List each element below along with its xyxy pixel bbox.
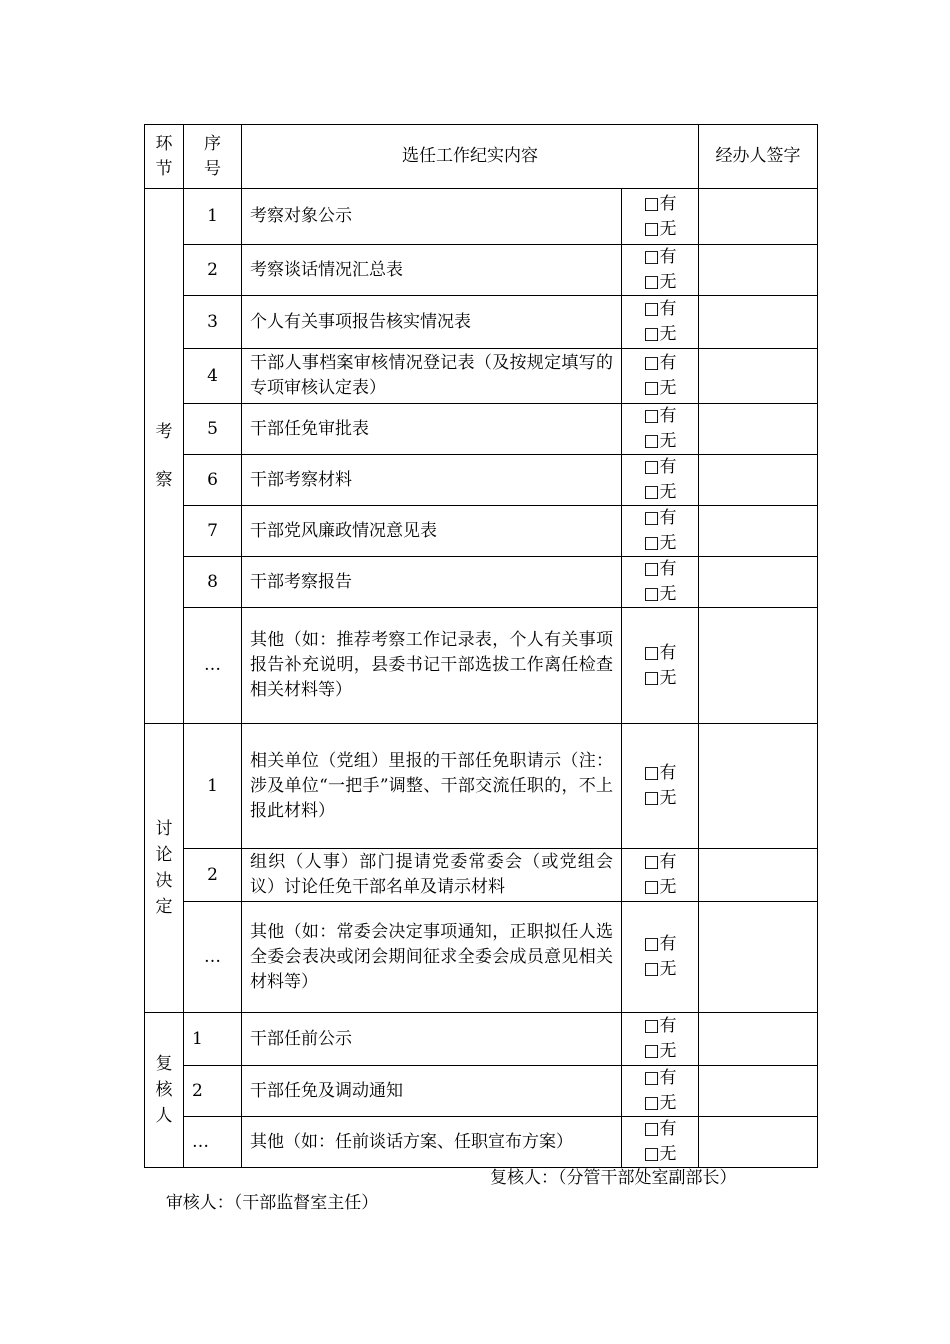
checkbox-yes[interactable]: □有	[643, 457, 677, 477]
footer-rechecker: 复核人：（分管干部处室副部长）	[490, 1168, 737, 1188]
checkbox-no[interactable]: □无	[643, 788, 677, 808]
checkbox-no[interactable]: □无	[643, 378, 677, 398]
stage-cell	[145, 189, 184, 724]
checkbox-cell	[622, 404, 699, 455]
checkbox-no[interactable]: □无	[643, 533, 677, 553]
row-number: 5	[184, 404, 242, 455]
signature-cell[interactable]	[699, 724, 818, 849]
header-row	[145, 125, 818, 189]
stage-char: 人	[155, 1106, 173, 1126]
checkbox-no[interactable]: □无	[643, 272, 677, 292]
table-row	[145, 1013, 818, 1066]
table-row	[145, 455, 818, 506]
row-content: 考察对象公示	[242, 189, 622, 245]
table-row	[145, 1117, 818, 1168]
header-stage	[145, 125, 184, 189]
checkbox-yes[interactable]: □有	[643, 1016, 677, 1036]
row-content: 其他（如：推荐考察工作记录表，个人有关事项报告补充说明，县委书记干部选拔工作离任检查相关材料等）	[242, 608, 622, 724]
table-row	[145, 902, 818, 1013]
row-content: 干部任免及调动通知	[242, 1066, 622, 1117]
signature-cell[interactable]	[699, 1013, 818, 1066]
table-row	[145, 189, 818, 245]
signature-cell[interactable]	[699, 506, 818, 557]
table-row	[145, 724, 818, 849]
checkbox-yes[interactable]: □有	[643, 247, 677, 267]
checkbox-yes[interactable]: □有	[643, 193, 677, 214]
row-number: 7	[184, 506, 242, 557]
row-content: 干部党风廉政情况意见表	[242, 506, 622, 557]
row-content: 干部人事档案审核情况登记表（及按规定填写的专项审核认定表）	[242, 349, 622, 404]
signature-cell[interactable]	[699, 1066, 818, 1117]
header-seq-char: 号	[204, 158, 221, 179]
checkbox-cell	[622, 189, 699, 245]
signature-cell[interactable]	[699, 455, 818, 506]
checkbox-no[interactable]: □无	[643, 1144, 677, 1164]
checkbox-yes[interactable]: □有	[643, 508, 677, 528]
checkbox-cell	[622, 557, 699, 608]
row-content: 干部任前公示	[242, 1013, 622, 1066]
checkbox-no[interactable]: □无	[643, 877, 677, 897]
signature-cell[interactable]	[699, 296, 818, 349]
table-row	[145, 608, 818, 724]
checkbox-no[interactable]: □无	[643, 959, 677, 979]
signature-cell[interactable]	[699, 349, 818, 404]
row-number: 8	[184, 557, 242, 608]
stage-cell	[145, 1013, 184, 1168]
row-content: 干部任免审批表	[242, 404, 622, 455]
row-number: …	[184, 608, 242, 724]
checkbox-yes[interactable]: □有	[643, 934, 677, 954]
stage-char: 复	[155, 1054, 173, 1074]
footer-reviewer: 审核人：（干部监督室主任）	[165, 1193, 379, 1213]
table-row	[145, 1066, 818, 1117]
checkbox-yes[interactable]: □有	[643, 1068, 677, 1088]
stage-char: 察	[155, 470, 173, 490]
table-row	[145, 557, 818, 608]
signature-cell[interactable]	[699, 902, 818, 1013]
checkbox-cell	[622, 1117, 699, 1168]
header-signature: 经办人签字	[699, 125, 818, 189]
header-stage-char: 环	[155, 133, 173, 154]
row-content: 干部考察报告	[242, 557, 622, 608]
stage-char: 定	[155, 897, 173, 917]
signature-cell[interactable]	[699, 189, 818, 245]
checkbox-no[interactable]: □无	[643, 1093, 677, 1113]
header-seq-char: 序	[204, 133, 221, 154]
checkbox-cell	[622, 506, 699, 557]
header-content: 选任工作纪实内容	[242, 125, 699, 189]
checkbox-cell	[622, 1013, 699, 1066]
table-row	[145, 349, 818, 404]
checkbox-cell	[622, 349, 699, 404]
row-content: 个人有关事项报告核实情况表	[242, 296, 622, 349]
row-number: 4	[184, 349, 242, 404]
checkbox-no[interactable]: □无	[643, 667, 677, 688]
signature-cell[interactable]	[699, 608, 818, 724]
signature-cell[interactable]	[699, 849, 818, 902]
table-row	[145, 849, 818, 902]
checkbox-cell	[622, 245, 699, 296]
stage-char: 决	[155, 871, 173, 891]
row-number: 2	[184, 1066, 242, 1117]
checkbox-cell	[622, 902, 699, 1013]
checkbox-no[interactable]: □无	[643, 218, 677, 239]
checkbox-yes[interactable]: □有	[643, 353, 677, 373]
table-row	[145, 245, 818, 296]
row-content: 其他（如：常委会决定事项通知，正职拟任人选全委会表决或闭会期间征求全委会成员意见相关材料等）	[242, 902, 622, 1013]
stage-char: 核	[155, 1080, 173, 1100]
checkbox-no[interactable]: □无	[643, 584, 677, 604]
row-number: …	[184, 902, 242, 1013]
checkbox-yes[interactable]: □有	[643, 763, 677, 783]
checkbox-cell	[622, 849, 699, 902]
checkbox-no[interactable]: □无	[643, 324, 677, 344]
stage-char: 论	[155, 845, 173, 865]
row-number: 2	[184, 245, 242, 296]
signature-cell[interactable]	[699, 245, 818, 296]
checkbox-no[interactable]: □无	[643, 1041, 677, 1061]
row-number: 6	[184, 455, 242, 506]
checkbox-cell	[622, 608, 699, 724]
checkbox-yes[interactable]: □有	[643, 559, 677, 579]
row-content: 组织（人事）部门提请党委常委会（或党组会议）讨论任免干部名单及请示材料	[242, 849, 622, 902]
row-content: 其他（如：任前谈话方案、任职宣布方案）	[242, 1117, 622, 1168]
table-row	[145, 296, 818, 349]
checkbox-yes[interactable]: □有	[643, 642, 677, 663]
row-number: 1	[184, 724, 242, 849]
checkbox-cell	[622, 1066, 699, 1117]
record-table	[144, 124, 818, 1168]
checkbox-cell	[622, 455, 699, 506]
row-content: 考察谈话情况汇总表	[242, 245, 622, 296]
header-seq	[184, 125, 242, 189]
stage-char: 考	[155, 422, 173, 442]
checkbox-cell	[622, 724, 699, 849]
table-row	[145, 506, 818, 557]
checkbox-no[interactable]: □无	[643, 431, 677, 451]
stage-char: 讨	[155, 819, 173, 839]
signature-cell[interactable]	[699, 557, 818, 608]
footer	[155, 1166, 815, 1241]
row-content: 相关单位（党组）里报的干部任免职请示（注：涉及单位“一把手”调整、干部交流任职的，不上报此材料）	[242, 724, 622, 849]
row-content: 干部考察材料	[242, 455, 622, 506]
checkbox-yes[interactable]: □有	[643, 852, 677, 872]
checkbox-yes[interactable]: □有	[643, 1119, 677, 1139]
row-number: 3	[184, 296, 242, 349]
row-number: …	[184, 1117, 242, 1168]
checkbox-no[interactable]: □无	[643, 482, 677, 502]
row-number: 1	[184, 1013, 242, 1066]
stage-cell	[145, 724, 184, 1013]
row-number: 1	[184, 189, 242, 245]
header-stage-char: 节	[155, 158, 173, 179]
checkbox-yes[interactable]: □有	[643, 299, 677, 319]
checkbox-cell	[622, 296, 699, 349]
row-number: 2	[184, 849, 242, 902]
signature-cell[interactable]	[699, 1117, 818, 1168]
checkbox-yes[interactable]: □有	[643, 406, 677, 426]
signature-cell[interactable]	[699, 404, 818, 455]
table-row	[145, 404, 818, 455]
